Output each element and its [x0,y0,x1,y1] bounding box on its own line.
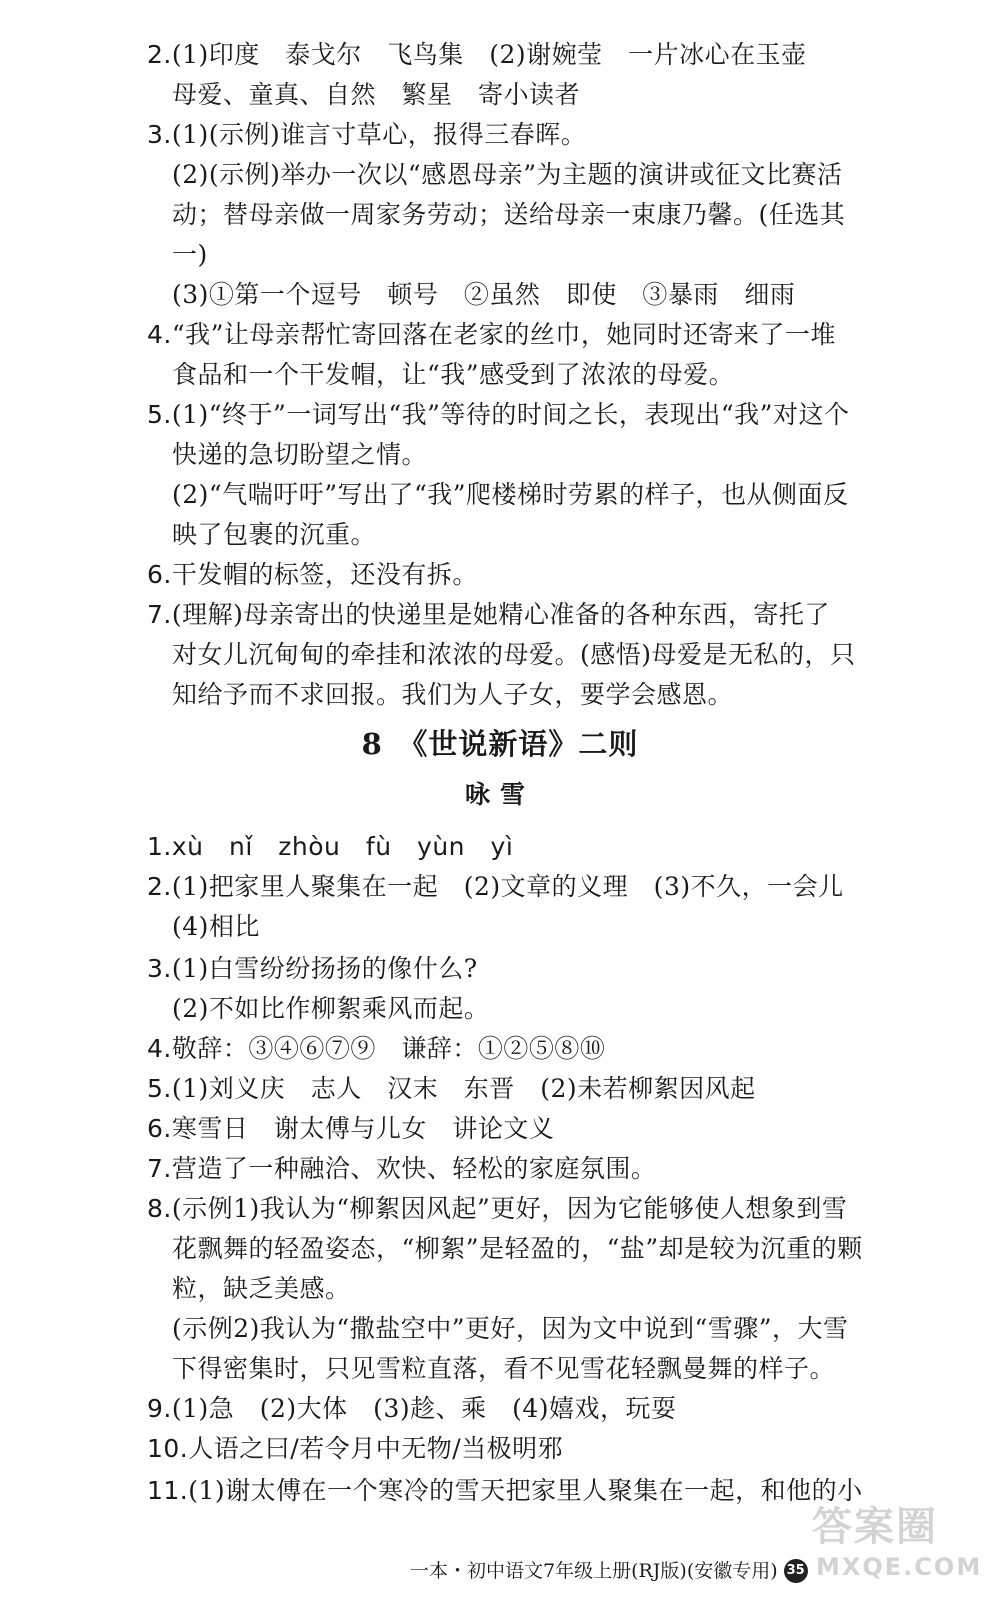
answer-line: 4.“我”让母亲帮忙寄回落在老家的丝巾，她同时还寄来了一堆 [147,320,836,349]
answer-line: (2)不如比作柳絮乘风而起。 [172,994,490,1023]
answer-line: 9.(1)急 (2)大体 (3)趁、乘 (4)嬉戏，玩耍 [147,1394,677,1423]
answer-line: (4)相比 [172,912,260,941]
answer-line: 粒，缺乏美感。 [172,1274,351,1303]
answer-line: 3.(1)(示例)谁言寸草心，报得三春晖。 [147,120,587,149]
answer-line: 一) [172,240,208,269]
watermark-bottom-text: MXQE.COM [816,1553,983,1581]
page-number-badge: 35 [784,1559,808,1583]
answer-line: 11.(1)谢太傅在一个寒冷的雪天把家里人聚集在一起，和他的小 [147,1476,863,1505]
answer-line: 4.敬辞：③④⑥⑦⑨ 谦辞：①②⑤⑧⑩ [147,1034,606,1063]
answer-line: 2.(1)印度 泰戈尔 飞鸟集 (2)谢婉莹 一片冰心在玉壶 [147,40,807,69]
answer-line: 对女儿沉甸甸的牵挂和浓浓的母爱。(感悟)母爱是无私的，只 [172,640,856,669]
answer-line: 5.(1)刘义庆 志人 汉末 东晋 (2)未若柳絮因风起 [147,1074,756,1103]
answer-line: (3)①第一个逗号 顿号 ②虽然 即使 ③暴雨 细雨 [172,280,796,309]
answer-line: 1.xù nǐ zhòu fù yùn yì [147,832,514,861]
answer-line: 食品和一个干发帽，让“我”感受到了浓浓的母爱。 [172,360,735,389]
answer-line: 7.营造了一种融洽、欢快、轻松的家庭氛围。 [147,1154,657,1183]
page-footer [410,1558,808,1584]
answer-line: 母爱、童真、自然 繁星 寄小读者 [172,80,581,109]
answer-line: 动；替母亲做一周家务劳动；送给母亲一束康乃馨。(任选其 [172,200,846,229]
section-title: 8 《世说新语》二则 [361,727,639,761]
answer-line: 3.(1)白雪纷纷扬扬的像什么? [147,954,478,983]
answer-line: 知给予而不求回报。我们为人子女，要学会感恩。 [172,680,734,709]
footer-text: 一本・初中语文7年级上册(RJ版)(安徽专用) [410,1560,778,1582]
answer-line: 2.(1)把家里人聚集在一起 (2)文章的义理 (3)不久，一会儿 [147,872,844,901]
answer-line: 5.(1)“终于”一词写出“我”等待的时间之长，表现出“我”对这个 [147,400,850,429]
answer-line: 7.(理解)母亲寄出的快递里是她精心准备的各种东西，寄托了 [147,600,830,629]
answer-line: 6.寒雪日 谢太傅与儿女 讲论文义 [147,1114,555,1143]
watermark-top-text: 答案圈 [812,1504,938,1550]
answer-line: 8.(示例1)我认为“柳絮因风起”更好，因为它能够使人想象到雪 [147,1194,848,1223]
answer-line: 映了包裹的沉重。 [172,520,377,549]
sub-title: 咏雪 [464,780,535,809]
answer-line: 10.人语之曰/若令月中无物/当极明邪 [147,1434,564,1463]
answer-line: (示例2)我认为“撒盐空中”更好，因为文中说到“雪骤”，大雪 [172,1314,849,1343]
answer-line: 下得密集时，只见雪粒直落，看不见雪花轻飘曼舞的样子。 [172,1354,836,1383]
answer-line: (2)(示例)举办一次以“感恩母亲”为主题的演讲或征文比赛活 [172,160,843,189]
answer-line: 快递的急切盼望之情。 [172,440,428,469]
answer-line: 6.干发帽的标签，还没有拆。 [147,560,478,589]
watermark-logo [812,1495,982,1595]
answer-line: (2)“气喘吁吁”写出了“我”爬楼梯时劳累的样子，也从侧面反 [172,480,849,509]
answer-line: 花飘舞的轻盈姿态，“柳絮”是轻盈的，“盐”却是较为沉重的颗 [172,1234,863,1263]
